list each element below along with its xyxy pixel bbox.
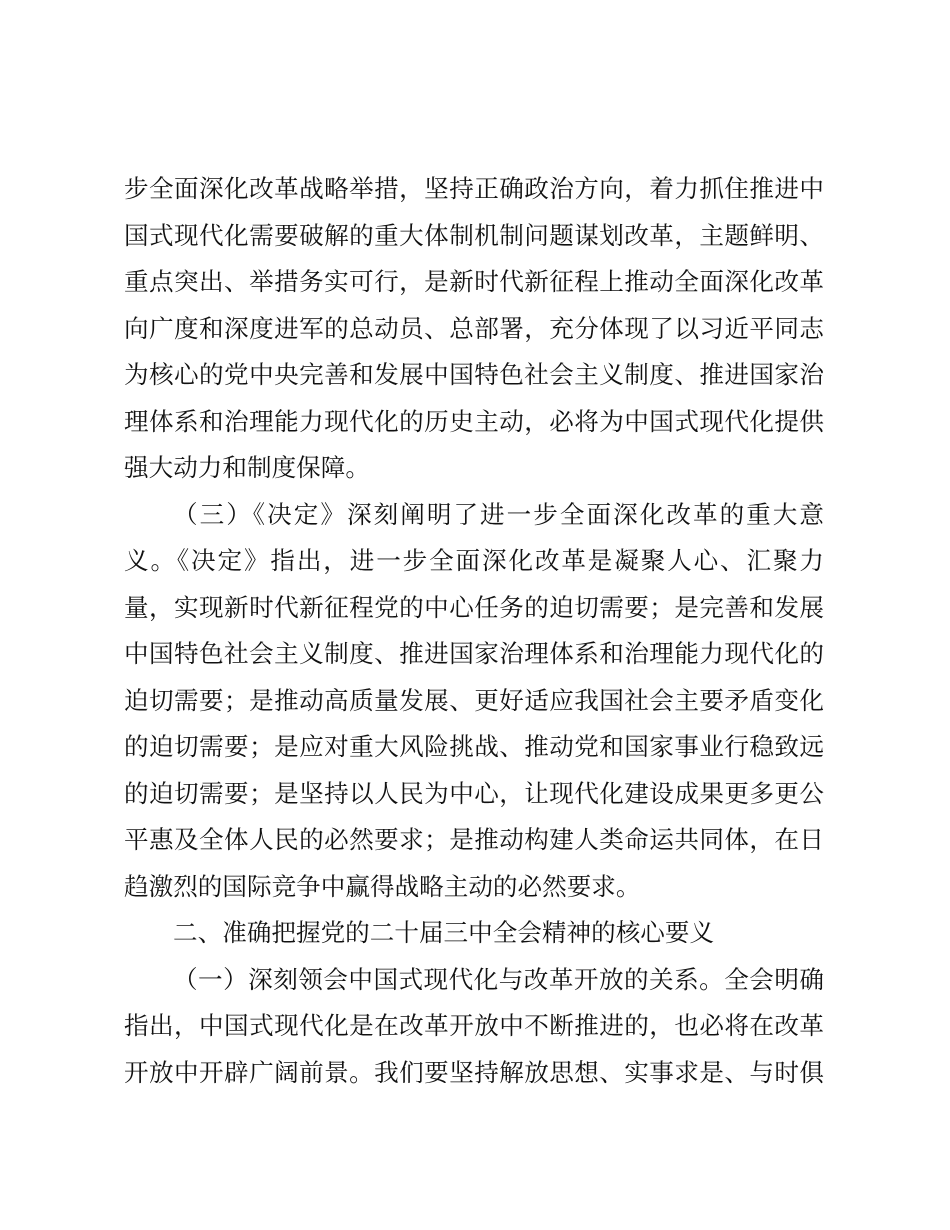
text-line-20: 开放中开辟广阔前景。我们要坚持解放思想、实事求是、与时俱 bbox=[124, 1058, 824, 1087]
text-line-11: 中国特色社会主义制度、推进国家治理体系和治理能力现代化的 bbox=[124, 639, 824, 668]
text-line-10: 量，实现新时代新征程党的中心任务的迫切需要；是完善和发展 bbox=[124, 593, 824, 622]
text-line-3: 重点突出、举措务实可行，是新时代新征程上推动全面深化改革 bbox=[124, 267, 824, 296]
text-line-8: （三）《决定》深刻阐明了进一步全面深化改革的重大意 bbox=[173, 500, 824, 529]
text-line-14: 的迫切需要；是坚持以人民为中心，让现代化建设成果更多更公 bbox=[124, 779, 824, 808]
text-line-18: （一）深刻领会中国式现代化与改革开放的关系。全会明确 bbox=[173, 965, 824, 994]
text-line-6: 理体系和治理能力现代化的历史主动，必将为中国式现代化提供 bbox=[124, 407, 824, 436]
section-heading: 二、准确把握党的二十届三中全会精神的核心要义 bbox=[173, 918, 715, 947]
text-line-2: 国式现代化需要破解的重大体制机制问题谋划改革，主题鲜明、 bbox=[124, 221, 824, 250]
text-line-16: 趋激烈的国际竞争中赢得战略主动的必然要求。 bbox=[124, 872, 641, 901]
text-line-1: 步全面深化改革战略举措，坚持正确政治方向，着力抓住推进中 bbox=[124, 174, 824, 203]
text-line-13: 的迫切需要；是应对重大风险挑战、推动党和国家事业行稳致远 bbox=[124, 732, 824, 761]
text-line-9: 义。《决定》指出，进一步全面深化改革是凝聚人心、汇聚力 bbox=[124, 546, 824, 575]
text-line-12: 迫切需要；是推动高质量发展、更好适应我国社会主要矛盾变化 bbox=[124, 686, 824, 715]
text-line-5: 为核心的党中央完善和发展中国特色社会主义制度、推进国家治 bbox=[124, 360, 824, 389]
text-line-19: 指出，中国式现代化是在改革开放中不断推进的，也必将在改革 bbox=[124, 1011, 824, 1040]
text-line-7: 强大动力和制度保障。 bbox=[124, 453, 370, 482]
text-line-4: 向广度和深度进军的总动员、总部署，充分体现了以习近平同志 bbox=[124, 314, 824, 343]
text-line-15: 平惠及全体人民的必然要求；是推动构建人类命运共同体，在日 bbox=[124, 825, 824, 854]
